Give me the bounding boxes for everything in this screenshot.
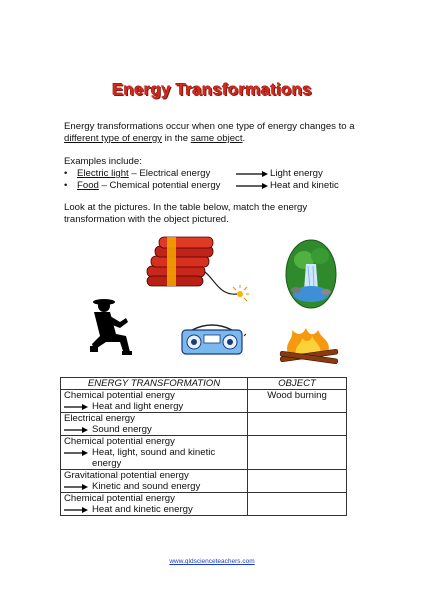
energy-to: Heat and kinetic energy	[92, 504, 193, 515]
table-row	[61, 470, 347, 493]
object-cell[interactable]	[248, 493, 347, 516]
energy-from: Chemical potential energy	[64, 390, 175, 401]
examples-heading: Examples include:	[64, 156, 142, 167]
table-header-object: OBJECT	[248, 378, 347, 390]
bullet-icon: •	[64, 180, 68, 191]
energy-from: Chemical potential energy	[64, 493, 175, 504]
waterfall-icon	[284, 238, 338, 310]
intro-text-1: Energy transformations occur when one type of energy changes to a	[64, 121, 355, 132]
energy-from: Gravitational potential energy	[64, 470, 189, 481]
footer-link[interactable]: www.qldscienceteachers.com	[169, 558, 255, 565]
transformation-table	[60, 377, 347, 516]
arrow-right-icon	[64, 449, 88, 457]
example-item	[64, 180, 364, 192]
arrow-right-icon	[64, 426, 88, 434]
object-cell[interactable]	[248, 470, 347, 493]
example-result: Light energy	[270, 168, 323, 179]
object-cell[interactable]	[248, 436, 347, 470]
table-header-transformation: ENERGY TRANSFORMATION	[61, 378, 248, 390]
arrow-right-icon	[64, 506, 88, 514]
example-object: Electric light	[77, 168, 129, 179]
example-from: – Electrical energy	[128, 168, 211, 179]
intro-text-3: .	[242, 133, 246, 144]
example-object: Food	[77, 180, 99, 191]
transformation-cell	[61, 493, 248, 516]
bullet-icon: •	[64, 168, 68, 179]
arrow-right-icon	[64, 403, 88, 411]
energy-to: Sound energy	[92, 424, 152, 435]
energy-from: Electrical energy	[64, 413, 135, 424]
dynamite-icon	[145, 236, 260, 306]
arrow-right-icon	[236, 170, 268, 178]
object-cell[interactable]: Wood burning	[248, 390, 347, 413]
person-sitting-icon	[86, 296, 136, 358]
transformation-cell	[61, 390, 248, 413]
example-item	[64, 168, 364, 180]
energy-to: Heat and light energy	[92, 401, 184, 412]
campfire-icon	[278, 328, 340, 364]
table-row	[61, 413, 347, 436]
energy-to: Kinetic and sound energy	[92, 481, 201, 492]
arrow-right-icon	[236, 182, 268, 190]
transformation-cell	[61, 413, 248, 436]
page-title: Energy Transformations	[112, 80, 312, 99]
intro-text-2: in the	[161, 133, 191, 144]
intro-paragraph	[64, 121, 374, 145]
radio-icon	[178, 322, 246, 358]
transformation-cell	[61, 436, 248, 470]
example-from: – Chemical potential energy	[98, 180, 221, 191]
table-row	[61, 493, 347, 516]
energy-to: Heat, light, sound and kinetic energy	[92, 447, 216, 469]
table-row	[61, 390, 347, 413]
energy-from: Chemical potential energy	[64, 436, 175, 447]
object-cell[interactable]	[248, 413, 347, 436]
table-row	[61, 436, 347, 470]
intro-underline-2: same object	[190, 133, 243, 144]
instructions-text: Look at the pictures. In the table below, match the energy transformation with the object pictured.	[64, 202, 308, 225]
example-result: Heat and kinetic	[270, 180, 339, 191]
intro-underline-1: different type of energy	[64, 133, 162, 144]
arrow-right-icon	[64, 483, 88, 491]
transformation-cell	[61, 470, 248, 493]
